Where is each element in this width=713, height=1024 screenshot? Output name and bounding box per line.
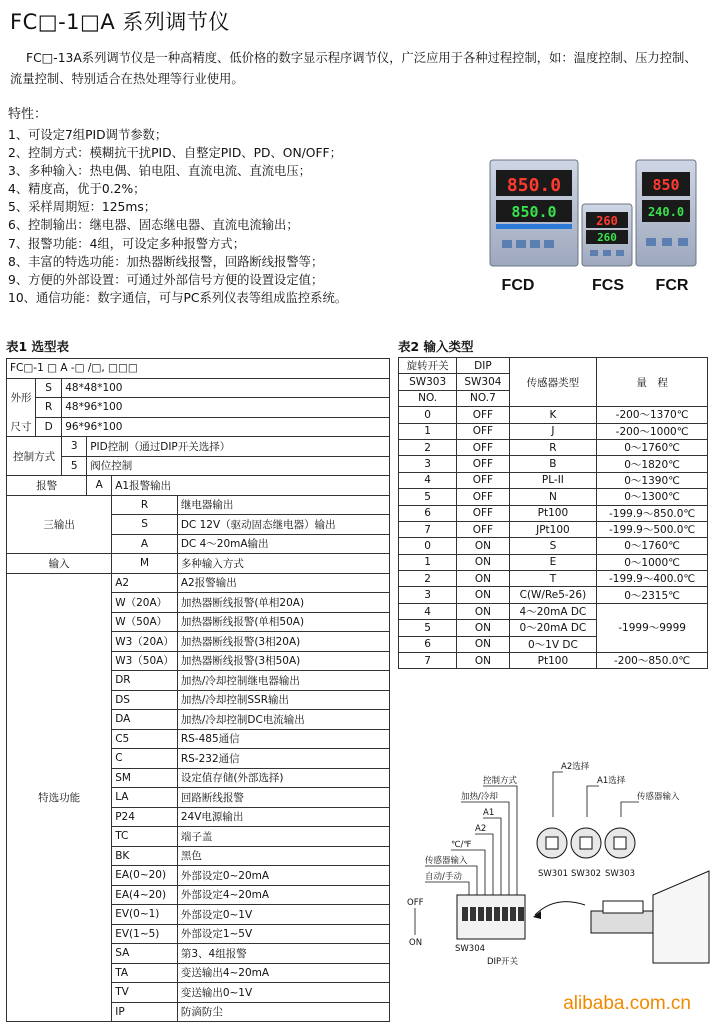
table-cell: 0～1300℃ — [597, 489, 708, 505]
table-cell: W3（20A） — [112, 632, 178, 652]
table-cell: 加热/冷却控制继电器输出 — [177, 671, 389, 691]
feature-item: 4、精度高，优于0.2%； — [8, 182, 146, 197]
table-row — [399, 620, 708, 636]
features-heading: 特性： — [8, 107, 48, 122]
table-cell: TC — [112, 827, 178, 847]
table-cell: ON — [457, 538, 509, 554]
selection-table — [6, 358, 390, 1022]
table-cell: NO. — [399, 390, 457, 406]
table-cell: S — [509, 538, 597, 554]
sensor-col-header: 传感器类型 — [509, 358, 597, 407]
table-cell: -199.9～400.0℃ — [597, 571, 708, 587]
table-row — [7, 476, 390, 496]
table-cell: R — [36, 398, 62, 418]
fcs-display-2: 260 — [597, 231, 617, 244]
table-cell: 48*48*100 — [62, 378, 390, 398]
label-sensor-input-right: 传感器输入 — [637, 792, 680, 802]
table-cell: OFF — [457, 505, 509, 521]
table-cell: TA — [112, 963, 178, 983]
table-row — [7, 456, 390, 476]
alarm-label: 报警 — [7, 476, 87, 496]
table-cell: DC 4～20mA输出 — [177, 534, 389, 554]
table-cell: 3 — [399, 587, 457, 603]
table-cell — [597, 636, 708, 652]
table-cell: B — [509, 456, 597, 472]
table-cell: 变送输出0~1V — [177, 983, 389, 1003]
table-cell — [597, 603, 708, 619]
table1-caption: 表1 选型表 — [6, 339, 70, 354]
table-cell: 0～1000℃ — [597, 554, 708, 570]
table-cell: 0～1V DC — [509, 636, 597, 652]
table-cell: M — [112, 554, 178, 574]
table-cell: RS-485通信 — [177, 729, 389, 749]
table-cell: NO.7 — [457, 390, 509, 406]
table-cell: 3 — [62, 437, 87, 457]
table-cell: R — [112, 495, 178, 515]
table-cell: 外部设定1~5V — [177, 924, 389, 944]
feature-item: 1、可设定7组PID调节参数； — [8, 128, 168, 142]
switch-col-header: 旋转开关 — [399, 358, 457, 374]
table-cell: 3 — [399, 456, 457, 472]
table-cell: J — [509, 423, 597, 439]
table-cell: OFF — [457, 407, 509, 423]
label-a2: A2 — [475, 824, 487, 834]
table-cell: RS-232通信 — [177, 749, 389, 769]
table-cell: C5 — [112, 729, 178, 749]
label-off: OFF — [407, 898, 424, 908]
table-row — [399, 636, 708, 652]
table-cell: 4 — [399, 603, 457, 619]
table-cell: 回路断线报警 — [177, 788, 389, 808]
table-cell: 5 — [399, 489, 457, 505]
table-cell: 6 — [399, 505, 457, 521]
dip-col-header: DIP — [457, 358, 509, 374]
table-cell: 1 — [399, 423, 457, 439]
table-cell: W（50A） — [112, 612, 178, 632]
label-auto-manual: 自动/手动 — [425, 872, 462, 882]
label-sw302: SW302 — [571, 869, 602, 879]
caption-fcs: FCS — [592, 277, 624, 294]
table-cell: A — [87, 476, 112, 496]
table-cell: 加热器断线报警(单相20A) — [177, 593, 389, 613]
table-cell: -200～1000℃ — [597, 423, 708, 439]
table-cell: OFF — [457, 439, 509, 455]
table-cell: BK — [112, 846, 178, 866]
label-heat-cool: 加热/冷却 — [461, 792, 498, 802]
table-cell: 96*96*100 — [62, 417, 390, 437]
table-cell: EV(0~1) — [112, 905, 178, 925]
feature-item: 10、通信功能：数字通信，可与PC系列仪表等组成监控系统。 — [8, 290, 348, 305]
table-cell: ON — [457, 554, 509, 570]
page-title: FC□-1□A 系列调节仪 — [10, 10, 230, 34]
table-cell: SA — [112, 944, 178, 964]
table-cell: Pt100 — [509, 653, 597, 669]
table-row — [399, 456, 708, 472]
table-cell: -200～1370℃ — [597, 407, 708, 423]
table-row — [399, 423, 708, 439]
table-cell: SW304 — [457, 374, 509, 390]
fcs-display-1: 260 — [596, 214, 618, 228]
table-row — [7, 495, 390, 515]
feature-item: 7、报警功能：4组，可设定多种报警方式； — [8, 236, 245, 251]
table-cell: 端子盖 — [177, 827, 389, 847]
table-cell: R — [509, 439, 597, 455]
table-cell: OFF — [457, 456, 509, 472]
model-code-header: FC□-1 □ A -□ /□, □□□ — [7, 359, 390, 379]
table-cell: A2报警输出 — [177, 573, 389, 593]
table-cell: A2 — [112, 573, 178, 593]
input-label: 输入 — [7, 554, 112, 574]
table-cell: 4～20mA DC — [509, 603, 597, 619]
range-col-header: 量 程 — [597, 358, 708, 407]
table-row — [399, 472, 708, 488]
table-cell: 外部设定0~1V — [177, 905, 389, 925]
table-cell: 多种输入方式 — [177, 554, 389, 574]
fcd-display-1: 850.0 — [506, 175, 562, 196]
table-cell: S — [36, 378, 62, 398]
feature-item: 2、控制方式：模糊抗干扰PID、自整定PID、PD、ON/OFF； — [8, 146, 342, 161]
table-cell: 变送输出4~20mA — [177, 963, 389, 983]
table-cell: ON — [457, 571, 509, 587]
table-cell: 0 — [399, 407, 457, 423]
table-row — [399, 358, 708, 374]
table-cell: 外部设定4~20mA — [177, 885, 389, 905]
table-row — [399, 521, 708, 537]
label-a1: A1 — [483, 808, 495, 818]
label-sw303: SW303 — [605, 869, 636, 879]
input-type-table — [398, 357, 708, 669]
table-cell: C(W/Re5-26) — [509, 587, 597, 603]
output-label: 三输出 — [7, 495, 112, 554]
table-cell: P24 — [112, 807, 178, 827]
label-sw301: SW301 — [538, 869, 569, 879]
table-cell: 第3、4组报警 — [177, 944, 389, 964]
label-dip-switch: DIP开关 — [487, 957, 519, 967]
table-cell: 0～20mA DC — [509, 620, 597, 636]
table-cell: EV(1~5) — [112, 924, 178, 944]
table-cell: 0～1820℃ — [597, 456, 708, 472]
table-cell: 0～1390℃ — [597, 472, 708, 488]
table-cell: DR — [112, 671, 178, 691]
table-row — [399, 571, 708, 587]
table-cell: 0～2315℃ — [597, 587, 708, 603]
size-label: 外形 — [7, 378, 36, 417]
table-cell: 4 — [399, 472, 457, 488]
switch-diagram — [395, 755, 713, 975]
table-cell: A — [112, 534, 178, 554]
table-cell: DS — [112, 690, 178, 710]
feature-item: 5、采样周期短：125ms； — [8, 200, 157, 215]
caption-fcr: FCR — [655, 277, 689, 294]
table-cell: LA — [112, 788, 178, 808]
table-cell: 加热器断线报警(3相20A) — [177, 632, 389, 652]
table-cell: -200～850.0℃ — [597, 653, 708, 669]
table-row — [7, 359, 390, 379]
table-cell: A1报警输出 — [112, 476, 390, 496]
label-control-mode: 控制方式 — [483, 776, 518, 786]
table-row — [399, 603, 708, 619]
table-cell: ON — [457, 620, 509, 636]
table-cell: -199.9～850.0℃ — [597, 505, 708, 521]
table-row — [399, 407, 708, 423]
table-cell: 加热器断线报警(单相50A) — [177, 612, 389, 632]
table-cell: ON — [457, 636, 509, 652]
table-row — [7, 417, 390, 437]
table-row — [399, 439, 708, 455]
table-cell: ON — [457, 653, 509, 669]
label-a2-select: A2选择 — [561, 762, 590, 772]
table-cell: 2 — [399, 571, 457, 587]
table-cell: OFF — [457, 489, 509, 505]
table-row — [7, 554, 390, 574]
table-cell: D — [36, 417, 62, 437]
table-cell: DC 12V（驱动固态继电器）输出 — [177, 515, 389, 535]
size-label: 尺寸 — [7, 417, 36, 437]
table-cell: 继电器输出 — [177, 495, 389, 515]
feature-item: 9、方便的外部设置：可通过外部信号方便的设置设定值； — [8, 272, 324, 287]
table-cell: 2 — [399, 439, 457, 455]
table-cell: SW303 — [399, 374, 457, 390]
table-cell: 设定值存储(外部选择) — [177, 768, 389, 788]
table-cell: JPt100 — [509, 521, 597, 537]
table-row — [7, 573, 390, 593]
table-cell: 加热器断线报警(3相50A) — [177, 651, 389, 671]
table-cell: 6 — [399, 636, 457, 652]
label-unit: ℃/℉ — [451, 840, 472, 850]
product-photo — [482, 156, 704, 296]
feature-item: 8、丰富的特选功能：加热器断线报警，回路断线报警等； — [8, 254, 324, 269]
table-cell: OFF — [457, 472, 509, 488]
table-cell: TV — [112, 983, 178, 1003]
table-cell: K — [509, 407, 597, 423]
table-cell: -199.9～500.0℃ — [597, 521, 708, 537]
label-on: ON — [409, 938, 423, 948]
label-sensor-input-left: 传感器输入 — [425, 856, 468, 866]
table-row — [399, 653, 708, 669]
features-list — [8, 126, 347, 307]
intro-paragraph: FC□-13A系列调节仪是一种高精度、低价格的数字显示程序调节仪，广泛应用于各种过程控制，如：温度控制、压力控制、流量控制、特别适合在热处理等行业使用。 — [10, 51, 697, 86]
table-cell: 防滴防尘 — [177, 1002, 389, 1022]
table-cell: S — [112, 515, 178, 535]
table-cell: 48*96*100 — [62, 398, 390, 418]
table-cell: W3（50A） — [112, 651, 178, 671]
feature-item: 6、控制输出：继电器、固态继电器、直流电流输出； — [8, 218, 299, 233]
fcr-display-1: 850 — [652, 176, 680, 194]
table-cell: 24V电源输出 — [177, 807, 389, 827]
table-cell: ON — [457, 603, 509, 619]
table-cell: 外部设定0~20mA — [177, 866, 389, 886]
table-cell: 0～1760℃ — [597, 538, 708, 554]
feature-item: 3、多种输入：热电偶、铂电阻、直流电流、直流电压； — [8, 164, 311, 179]
table-cell: 黑色 — [177, 846, 389, 866]
table-row — [399, 587, 708, 603]
table-row — [399, 554, 708, 570]
table-cell: 0～1760℃ — [597, 439, 708, 455]
table-cell: OFF — [457, 423, 509, 439]
fcd-display-2: 850.0 — [511, 203, 557, 221]
table-cell: 7 — [399, 521, 457, 537]
caption-fcd: FCD — [501, 277, 535, 294]
table-cell: -1999～9999 — [597, 620, 708, 636]
table-cell: 阀位控制 — [87, 456, 390, 476]
fcr-display-2: 240.0 — [647, 205, 685, 219]
table-cell: ON — [457, 587, 509, 603]
label-sw304: SW304 — [455, 944, 486, 954]
table-cell: 5 — [399, 620, 457, 636]
table-cell: EA(0~20) — [112, 866, 178, 886]
table-row — [399, 538, 708, 554]
table-cell: OFF — [457, 521, 509, 537]
table-row — [399, 505, 708, 521]
table-cell: EA(4~20) — [112, 885, 178, 905]
table-cell: 5 — [62, 456, 87, 476]
table-cell: C — [112, 749, 178, 769]
table-cell: W（20A） — [112, 593, 178, 613]
table-row — [399, 489, 708, 505]
table-cell: SM — [112, 768, 178, 788]
table-row — [7, 378, 390, 398]
table-cell: DA — [112, 710, 178, 730]
table-cell: 加热/冷却控制DC电流输出 — [177, 710, 389, 730]
table-cell: Pt100 — [509, 505, 597, 521]
table-cell: PID控制（通过DIP开关选择） — [87, 437, 390, 457]
table-row — [7, 437, 390, 457]
table-cell: IP — [112, 1002, 178, 1022]
control-label: 控制方式 — [7, 437, 62, 476]
table2-caption: 表2 输入类型 — [398, 339, 474, 354]
label-a1-select: A1选择 — [597, 776, 626, 786]
table-cell: 加热/冷却控制SSR输出 — [177, 690, 389, 710]
table-row — [7, 398, 390, 418]
table-cell: N — [509, 489, 597, 505]
table-cell: 0 — [399, 538, 457, 554]
table-cell: E — [509, 554, 597, 570]
table-cell: T — [509, 571, 597, 587]
table-cell: PL-II — [509, 472, 597, 488]
options-label: 特选功能 — [7, 573, 112, 1022]
footer-watermark: alibaba.com.cn — [563, 993, 691, 1014]
table-cell: 7 — [399, 653, 457, 669]
table-cell: 1 — [399, 554, 457, 570]
